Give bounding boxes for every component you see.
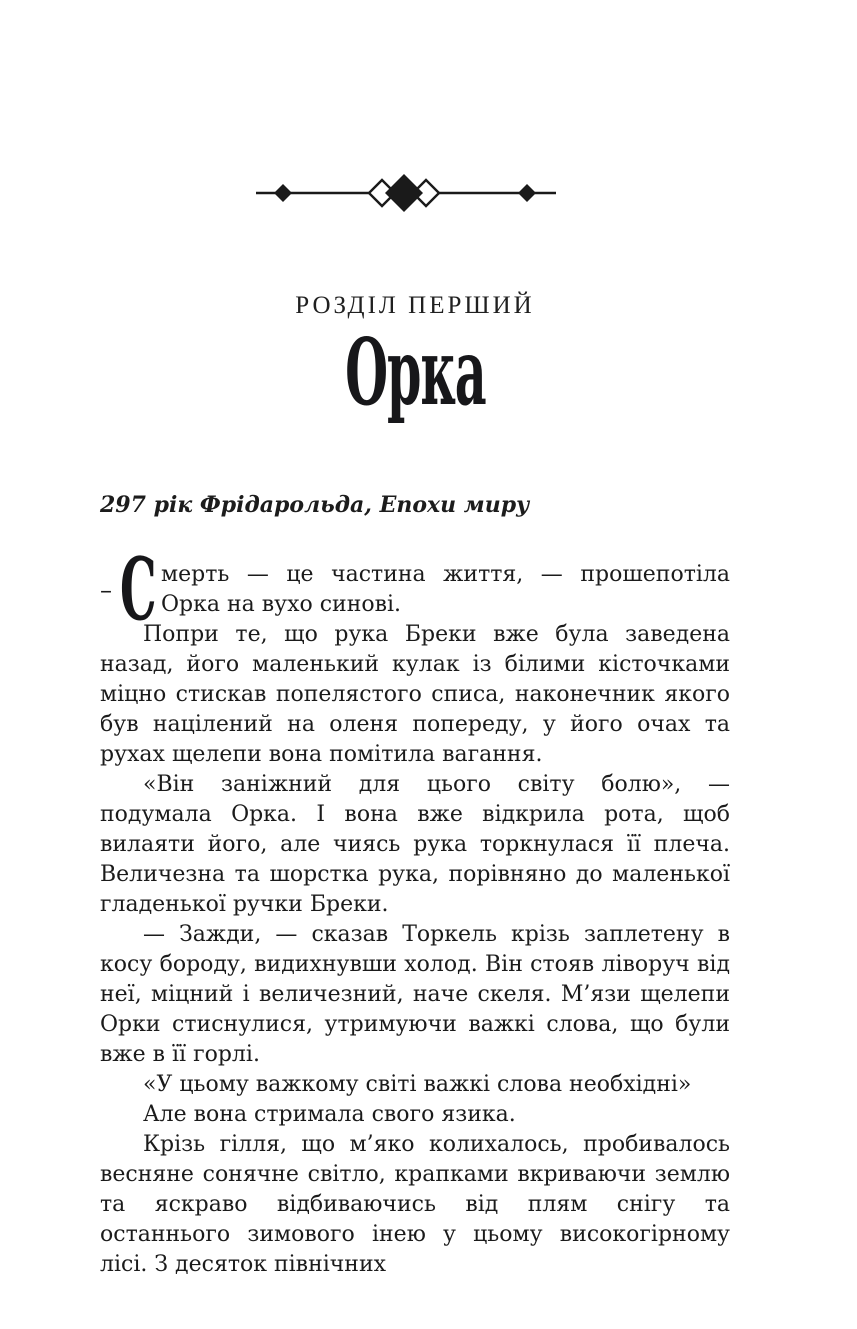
chapter-title	[100, 317, 730, 427]
epigraph-date-line: 297 рік Фрідарольда, Епохи миру	[100, 492, 530, 518]
body-text	[100, 539, 730, 1280]
paragraph-opening	[100, 539, 730, 641]
chapter-title-text: Орка	[344, 317, 486, 427]
paragraph: Але вона стримала свого язика.	[143, 1102, 516, 1127]
paragraph: «Він заніжний для цього світу болю», — подумала Орка. І вона вже відкрила рота, щоб вилаяти його, але чиясь рука торкнулася її плеча. Величезна та шорстка рука, порівняно до маленької гладенької ручки Бреки.	[100, 772, 730, 917]
paragraph: — Зажди, — сказав Торкель крізь заплетену в косу бороду, видихнувши холод. Він стояв ліворуч від неї, міцний і величезний, наче скеля. М’язи щелепи Орки стиснулися, утримуючи важкі слова, що були вже в її горлі.	[100, 922, 730, 1067]
paragraph-text: мерть — це частина життя, — прошепотіла Орка на вухо синові.	[161, 562, 730, 617]
diamond-rule-ornament-icon	[255, 171, 557, 215]
dialogue-dash: –	[100, 576, 112, 604]
drop-cap: С	[120, 539, 157, 641]
paragraph: Крізь гілля, що м’яко колихалось, пробивалось весняне сонячне світло, крапками вкриваючи землю та яскраво відбиваючись від плям снігу та останнього зимового інею у цьому високогірному лісі. З десяток північних	[100, 1132, 730, 1277]
paragraph: Попри те, що рука Бреки вже була заведена назад, його маленький кулак із білими кісточками міцно стискав попелястого списа, наконечник якого був націлений на оленя попереду, у його очах та рухах щелепи вона помітила вагання.	[100, 622, 730, 767]
chapter-label: РОЗДІЛ ПЕРШИЙ	[295, 292, 535, 319]
drop-cap-group	[100, 539, 158, 641]
paragraph: «У цьому важкому світі важкі слова необхідні»	[143, 1072, 692, 1097]
